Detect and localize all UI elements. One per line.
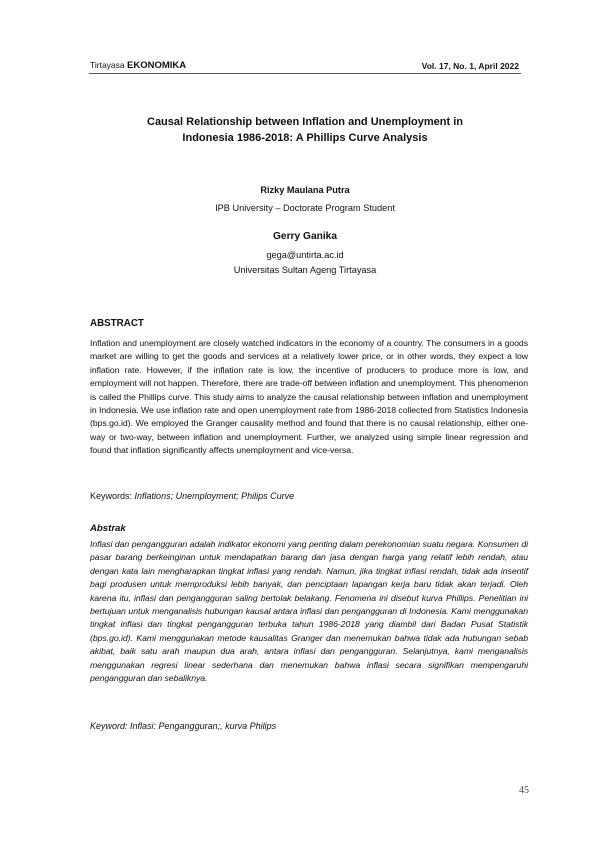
author-email: gega@untirta.ac.id [266, 250, 344, 260]
author-name: Rizky Maulana Putra [260, 185, 350, 195]
journal-title: EKONOMIKA [127, 60, 187, 71]
author-block-1 [90, 183, 520, 215]
page-number: 45 [519, 785, 529, 796]
author-affiliation: Universitas Sultan Ageng Tirtayasa [233, 265, 377, 275]
paper-title-line-1: Causal Relationship between Inflation and Unemployment in [147, 116, 463, 128]
paper-title-line-2: Indonesia 1986-2018: A Phillips Curve Analysis [182, 132, 428, 144]
abstract-heading: ABSTRACT [90, 318, 144, 329]
journal-name [90, 60, 186, 71]
issue-info: Vol. 17, No. 1, April 2022 [421, 61, 519, 71]
abstrak-heading: Abstrak [90, 523, 126, 534]
author-block-2 [90, 230, 520, 277]
header-divider [89, 73, 521, 74]
keyword-indonesian: Keyword: Inflasi: Pengangguran;, kurva Philips [90, 721, 277, 731]
keywords [90, 491, 294, 501]
journal-prefix: Tirtayasa [90, 60, 125, 70]
author-name: Gerry Ganika [273, 231, 337, 242]
author-affiliation: IPB University – Doctorate Program Student [215, 203, 395, 213]
abstrak-text: Inflasi dan pengangguran adalah indikator ekonomi yang penting dalam perekonomian suatu negara. Konsumen di pasar barang berkeinginan untuk mendapatkan barang dan jasa dengan harga yang relatif lebih rendah, atau dengan kata lain mengharapkan tingkat inflasi yang rendah. Namun, jika tingkat inflasi rendah, tidak ada insentif bagi produsen untuk memproduksi lebih banyak, dan penciptaan lapangan kerja baru tidak akan terjadi. Oleh karena itu, inflasi dan pengangguran saling bertolak belakang. Fenomena ini disebut kurva Phillips. Penelitian ini bertujuan untuk menganalisis hubungan kausal antara inflasi dan pengangguran di Indonesia. Kami menggunakan tingkat inflasi dan tingkat pengangguran terbuka tahun 1986-2018 yang diambil dari Badan Pusat Statistik (bps.go.id). Kami menggunakan metode kausalitas Granger dan menemukan bahwa tidak ada hubungan sebab akibat, baik satu arah maupun dua arah, antara inflasi dan pengangguran. Selanjutnya, kami menganalisis menggunakan regresi linear sederhana dan menemukan bahwa inflasi secara signifikan mempengaruhi pengangguran dan sebaliknya. [90, 539, 528, 684]
keywords-label: Keywords: [90, 491, 133, 501]
keywords-list: Inflations; Unemployment; Philips Curve [134, 491, 295, 501]
paper-title [90, 114, 520, 146]
abstract-text: Inflation and unemployment are closely watched indicators in the economy of a country. The consumers in a goods market are willing to get the goods and services at a relatively lower price, or in other words, they expect a low inflation rate. However, if the inflation rate is low, the incentive of producers to produce more is low, and employment will not happen. Therefore, there are trade-off between inflation and unemployment. This phenomenon is called the Phillips curve. This study aims to analyze the causal relationship between inflation and unemployment in Indonesia. We use inflation rate and open unemployment rate from 1986-2018 collected from Statistics Indonesia (bps.go.id). We employed the Granger causality method and found that there is no causal relationship, either one-way or two-way, between inflation and unemployment. Further, we analyzed using simple linear regression and found that inflation significantly affects unemployment and vice-versa. [90, 338, 528, 456]
